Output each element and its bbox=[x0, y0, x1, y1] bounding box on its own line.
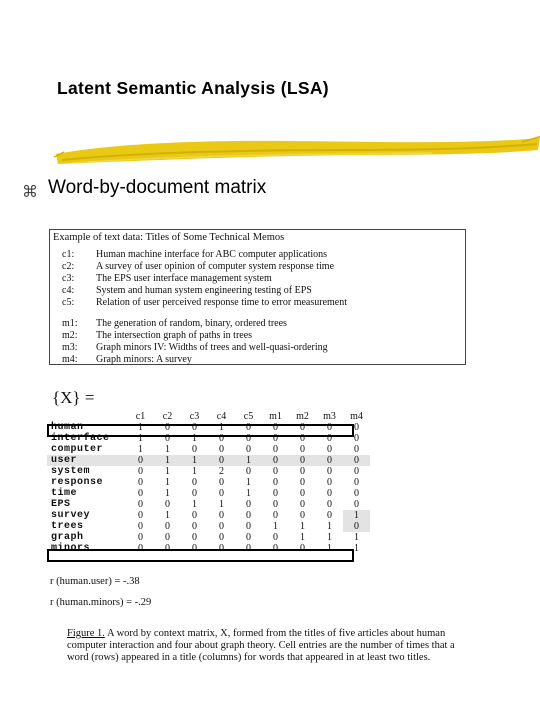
corner-cell bbox=[47, 411, 127, 422]
matrix-cell: 0 bbox=[192, 521, 197, 532]
memo-title: Relation of user perceived response time to error measurement bbox=[96, 297, 348, 308]
memo-title: The generation of random, binary, ordered trees bbox=[96, 318, 287, 329]
matrix-cell: 0 bbox=[246, 466, 251, 477]
memo-id: c1: bbox=[62, 249, 75, 260]
matrix-cell: 0 bbox=[219, 521, 224, 532]
matrix-cell: 0 bbox=[246, 499, 251, 510]
matrix-cell: 1 bbox=[192, 499, 197, 510]
matrix-cell: 0 bbox=[273, 444, 278, 455]
matrix-cell: 0 bbox=[327, 499, 332, 510]
matrix-cell: 0 bbox=[262, 455, 289, 466]
matrix-cell: 0 bbox=[327, 444, 332, 455]
matrix-cell: 0 bbox=[300, 433, 305, 444]
highlight-box-human bbox=[47, 424, 354, 437]
matrix-cell: 0 bbox=[354, 466, 359, 477]
matrix-cell: 1 bbox=[327, 532, 332, 543]
column-header: c1 bbox=[135, 411, 146, 422]
matrix-cell: 1 bbox=[219, 422, 224, 433]
matrix-cell: 0 bbox=[300, 543, 305, 554]
matrix-cell: 0 bbox=[273, 510, 278, 521]
matrix-cell: 0 bbox=[273, 499, 278, 510]
matrix-row bbox=[47, 455, 370, 466]
matrix-cell: 0 bbox=[300, 444, 305, 455]
memo-id: c2: bbox=[62, 261, 75, 272]
memo-id: m3: bbox=[62, 342, 78, 353]
matrix-cell: 0 bbox=[219, 543, 224, 554]
memo-titles-box bbox=[49, 229, 466, 365]
matrix-cell: 1 bbox=[235, 455, 262, 466]
matrix-cell: 0 bbox=[138, 466, 143, 477]
matrix-cell: 1 bbox=[273, 521, 278, 532]
term-label: trees bbox=[51, 521, 84, 532]
matrix-cell: 0 bbox=[354, 422, 359, 433]
matrix-cell: 0 bbox=[273, 422, 278, 433]
column-header: c2 bbox=[162, 411, 173, 422]
term-label: minors bbox=[51, 543, 91, 554]
matrix-cell: 0 bbox=[165, 422, 170, 433]
column-header: c4 bbox=[216, 411, 227, 422]
matrix-cell: 0 bbox=[246, 433, 251, 444]
matrix-cell: 0 bbox=[246, 543, 251, 554]
matrix-cell: 0 bbox=[165, 532, 170, 543]
matrix-cell: 1 bbox=[343, 510, 370, 521]
highlight-box-minors bbox=[47, 549, 354, 562]
matrix-cell: 1 bbox=[138, 422, 143, 433]
correlation-human-minors: r (human.minors) = -.29 bbox=[50, 597, 152, 608]
matrix-cell: 0 bbox=[300, 499, 305, 510]
matrix-cell: 1 bbox=[192, 466, 197, 477]
matrix-cell: 0 bbox=[273, 543, 278, 554]
memo-id: c5: bbox=[62, 297, 75, 308]
matrix-cell: 0 bbox=[327, 488, 332, 499]
matrix-cell: 1 bbox=[327, 543, 332, 554]
matrix-cell: 0 bbox=[354, 477, 359, 488]
matrix-cell: 0 bbox=[300, 422, 305, 433]
matrix-cell: 1 bbox=[354, 532, 359, 543]
matrix-cell: 0 bbox=[327, 433, 332, 444]
matrix-cell: 0 bbox=[246, 422, 251, 433]
matrix-cell: 1 bbox=[165, 466, 170, 477]
matrix-cell: 0 bbox=[192, 510, 197, 521]
figure-caption bbox=[67, 628, 467, 664]
matrix-cell: 0 bbox=[165, 499, 170, 510]
matrix-cell: 0 bbox=[327, 422, 332, 433]
matrix-cell: 0 bbox=[300, 466, 305, 477]
column-header: m2 bbox=[296, 411, 309, 422]
matrix-row bbox=[47, 510, 370, 521]
column-header: c3 bbox=[189, 411, 200, 422]
term-label: EPS bbox=[51, 499, 71, 510]
matrix-cell: 1 bbox=[354, 543, 359, 554]
matrix-cell: 0 bbox=[273, 433, 278, 444]
matrix-cell: 0 bbox=[273, 532, 278, 543]
matrix-cell: 0 bbox=[138, 543, 143, 554]
matrix-cell: 1 bbox=[246, 488, 251, 499]
bullet-text: Word-by-document matrix bbox=[48, 177, 267, 198]
memo-box-header: Example of text data: Titles of Some Technical Memos bbox=[53, 232, 285, 243]
matrix-cell: 1 bbox=[138, 444, 143, 455]
matrix-cell: 1 bbox=[219, 499, 224, 510]
matrix-row bbox=[47, 466, 370, 477]
matrix-row bbox=[47, 477, 370, 488]
matrix-row bbox=[47, 444, 370, 455]
matrix-cell: 0 bbox=[246, 444, 251, 455]
matrix-cell: 1 bbox=[165, 510, 170, 521]
matrix-cell: 0 bbox=[165, 543, 170, 554]
matrix-cell: 0 bbox=[208, 455, 235, 466]
matrix-cell: 2 bbox=[219, 466, 224, 477]
matrix-cell: 0 bbox=[165, 521, 170, 532]
term-label: time bbox=[51, 488, 78, 499]
column-header: m4 bbox=[350, 411, 363, 422]
matrix-cell: 1 bbox=[154, 455, 181, 466]
term-label: human bbox=[51, 422, 84, 433]
matrix-cell: 0 bbox=[219, 433, 224, 444]
term-label: system bbox=[51, 466, 91, 477]
memo-title: System and human system engineering testing of EPS bbox=[96, 285, 312, 296]
matrix-cell: 1 bbox=[165, 444, 170, 455]
matrix-cell: 0 bbox=[138, 521, 143, 532]
matrix-cell: 0 bbox=[165, 433, 170, 444]
command-key-bullet-icon: ⌘ bbox=[22, 182, 38, 201]
matrix-cell: 0 bbox=[192, 444, 197, 455]
correlation-human-user: r (human.user) = -.38 bbox=[50, 576, 140, 587]
memo-title: The intersection graph of paths in trees bbox=[96, 330, 253, 341]
matrix-cell: 0 bbox=[289, 455, 316, 466]
brush-stroke-divider bbox=[52, 130, 540, 170]
matrix-row bbox=[47, 488, 370, 499]
matrix-cell: 1 bbox=[138, 433, 143, 444]
memo-title: The EPS user interface management system bbox=[96, 273, 272, 284]
matrix-cell: 0 bbox=[327, 466, 332, 477]
column-header: c5 bbox=[243, 411, 254, 422]
matrix-row bbox=[47, 521, 370, 532]
matrix-cell: 0 bbox=[138, 477, 143, 488]
caption-text: A word by context matrix, X, formed from the titles of five articles about human computer interaction and four about graph theory. Cell entries are the number of times that a word (rows) appeared in a title (columns) for words that appeared in at least two titles. bbox=[67, 628, 455, 663]
matrix-cell: 0 bbox=[192, 543, 197, 554]
matrix-cell: 0 bbox=[246, 510, 251, 521]
matrix-cell: 0 bbox=[246, 521, 251, 532]
matrix-cell: 0 bbox=[192, 422, 197, 433]
matrix-cell: 0 bbox=[300, 488, 305, 499]
matrix-cell: 0 bbox=[354, 488, 359, 499]
slide-title: Latent Semantic Analysis (LSA) bbox=[57, 78, 329, 98]
term-label: interface bbox=[51, 433, 110, 444]
matrix-cell: 1 bbox=[246, 477, 251, 488]
matrix-cell: 0 bbox=[354, 433, 359, 444]
matrix-cell: 0 bbox=[343, 521, 370, 532]
matrix-cell: 0 bbox=[219, 488, 224, 499]
matrix-cell: 0 bbox=[127, 455, 154, 466]
matrix-cell: 1 bbox=[327, 521, 332, 532]
column-header: m1 bbox=[269, 411, 282, 422]
matrix-cell: 0 bbox=[273, 477, 278, 488]
term-label: user bbox=[47, 455, 127, 466]
memo-id: m4: bbox=[62, 354, 78, 365]
matrix-cell: 0 bbox=[219, 477, 224, 488]
matrix-cell: 0 bbox=[354, 499, 359, 510]
matrix-cell: 0 bbox=[219, 510, 224, 521]
matrix-cell: 0 bbox=[138, 488, 143, 499]
memo-id: m2: bbox=[62, 330, 78, 341]
matrix-cell: 0 bbox=[219, 444, 224, 455]
memo-title: Graph minors IV: Widths of trees and well-quasi-ordering bbox=[96, 342, 328, 353]
matrix-cell: 1 bbox=[300, 521, 305, 532]
matrix-cell: 0 bbox=[327, 510, 332, 521]
matrix-cell: 0 bbox=[273, 488, 278, 499]
matrix-cell: 1 bbox=[300, 532, 305, 543]
matrix-cell: 0 bbox=[300, 510, 305, 521]
matrix-cell: 0 bbox=[138, 510, 143, 521]
memo-title: Human machine interface for ABC computer applications bbox=[96, 249, 328, 260]
matrix-cell: 0 bbox=[316, 455, 343, 466]
matrix-cell: 0 bbox=[354, 444, 359, 455]
memo-id: c4: bbox=[62, 285, 75, 296]
matrix-cell: 0 bbox=[300, 477, 305, 488]
term-label: graph bbox=[51, 532, 84, 543]
memo-title: Graph minors: A survey bbox=[96, 354, 192, 365]
matrix-cell: 0 bbox=[192, 532, 197, 543]
memo-title: A survey of user opinion of computer system response time bbox=[96, 261, 335, 272]
term-label: computer bbox=[51, 444, 104, 455]
matrix-cell: 1 bbox=[181, 455, 208, 466]
matrix-row bbox=[47, 532, 370, 543]
matrix-cell: 0 bbox=[138, 532, 143, 543]
matrix-cell: 0 bbox=[246, 532, 251, 543]
matrix-cell: 1 bbox=[165, 488, 170, 499]
memo-id: m1: bbox=[62, 318, 78, 329]
term-label: survey bbox=[51, 510, 91, 521]
matrix-cell: 0 bbox=[138, 499, 143, 510]
figure-label: Figure 1. bbox=[67, 628, 105, 639]
column-header: m3 bbox=[323, 411, 336, 422]
matrix-cell: 1 bbox=[165, 477, 170, 488]
matrix-row bbox=[47, 499, 370, 510]
matrix-cell: 0 bbox=[343, 455, 370, 466]
matrix-cell: 0 bbox=[273, 466, 278, 477]
matrix-cell: 0 bbox=[327, 477, 332, 488]
term-label: response bbox=[51, 477, 104, 488]
matrix-cell: 1 bbox=[192, 433, 197, 444]
memo-id: c3: bbox=[62, 273, 75, 284]
matrix-cell: 0 bbox=[192, 477, 197, 488]
matrix-cell: 0 bbox=[192, 488, 197, 499]
matrix-cell: 0 bbox=[219, 532, 224, 543]
matrix-label: {X} = bbox=[52, 388, 95, 407]
